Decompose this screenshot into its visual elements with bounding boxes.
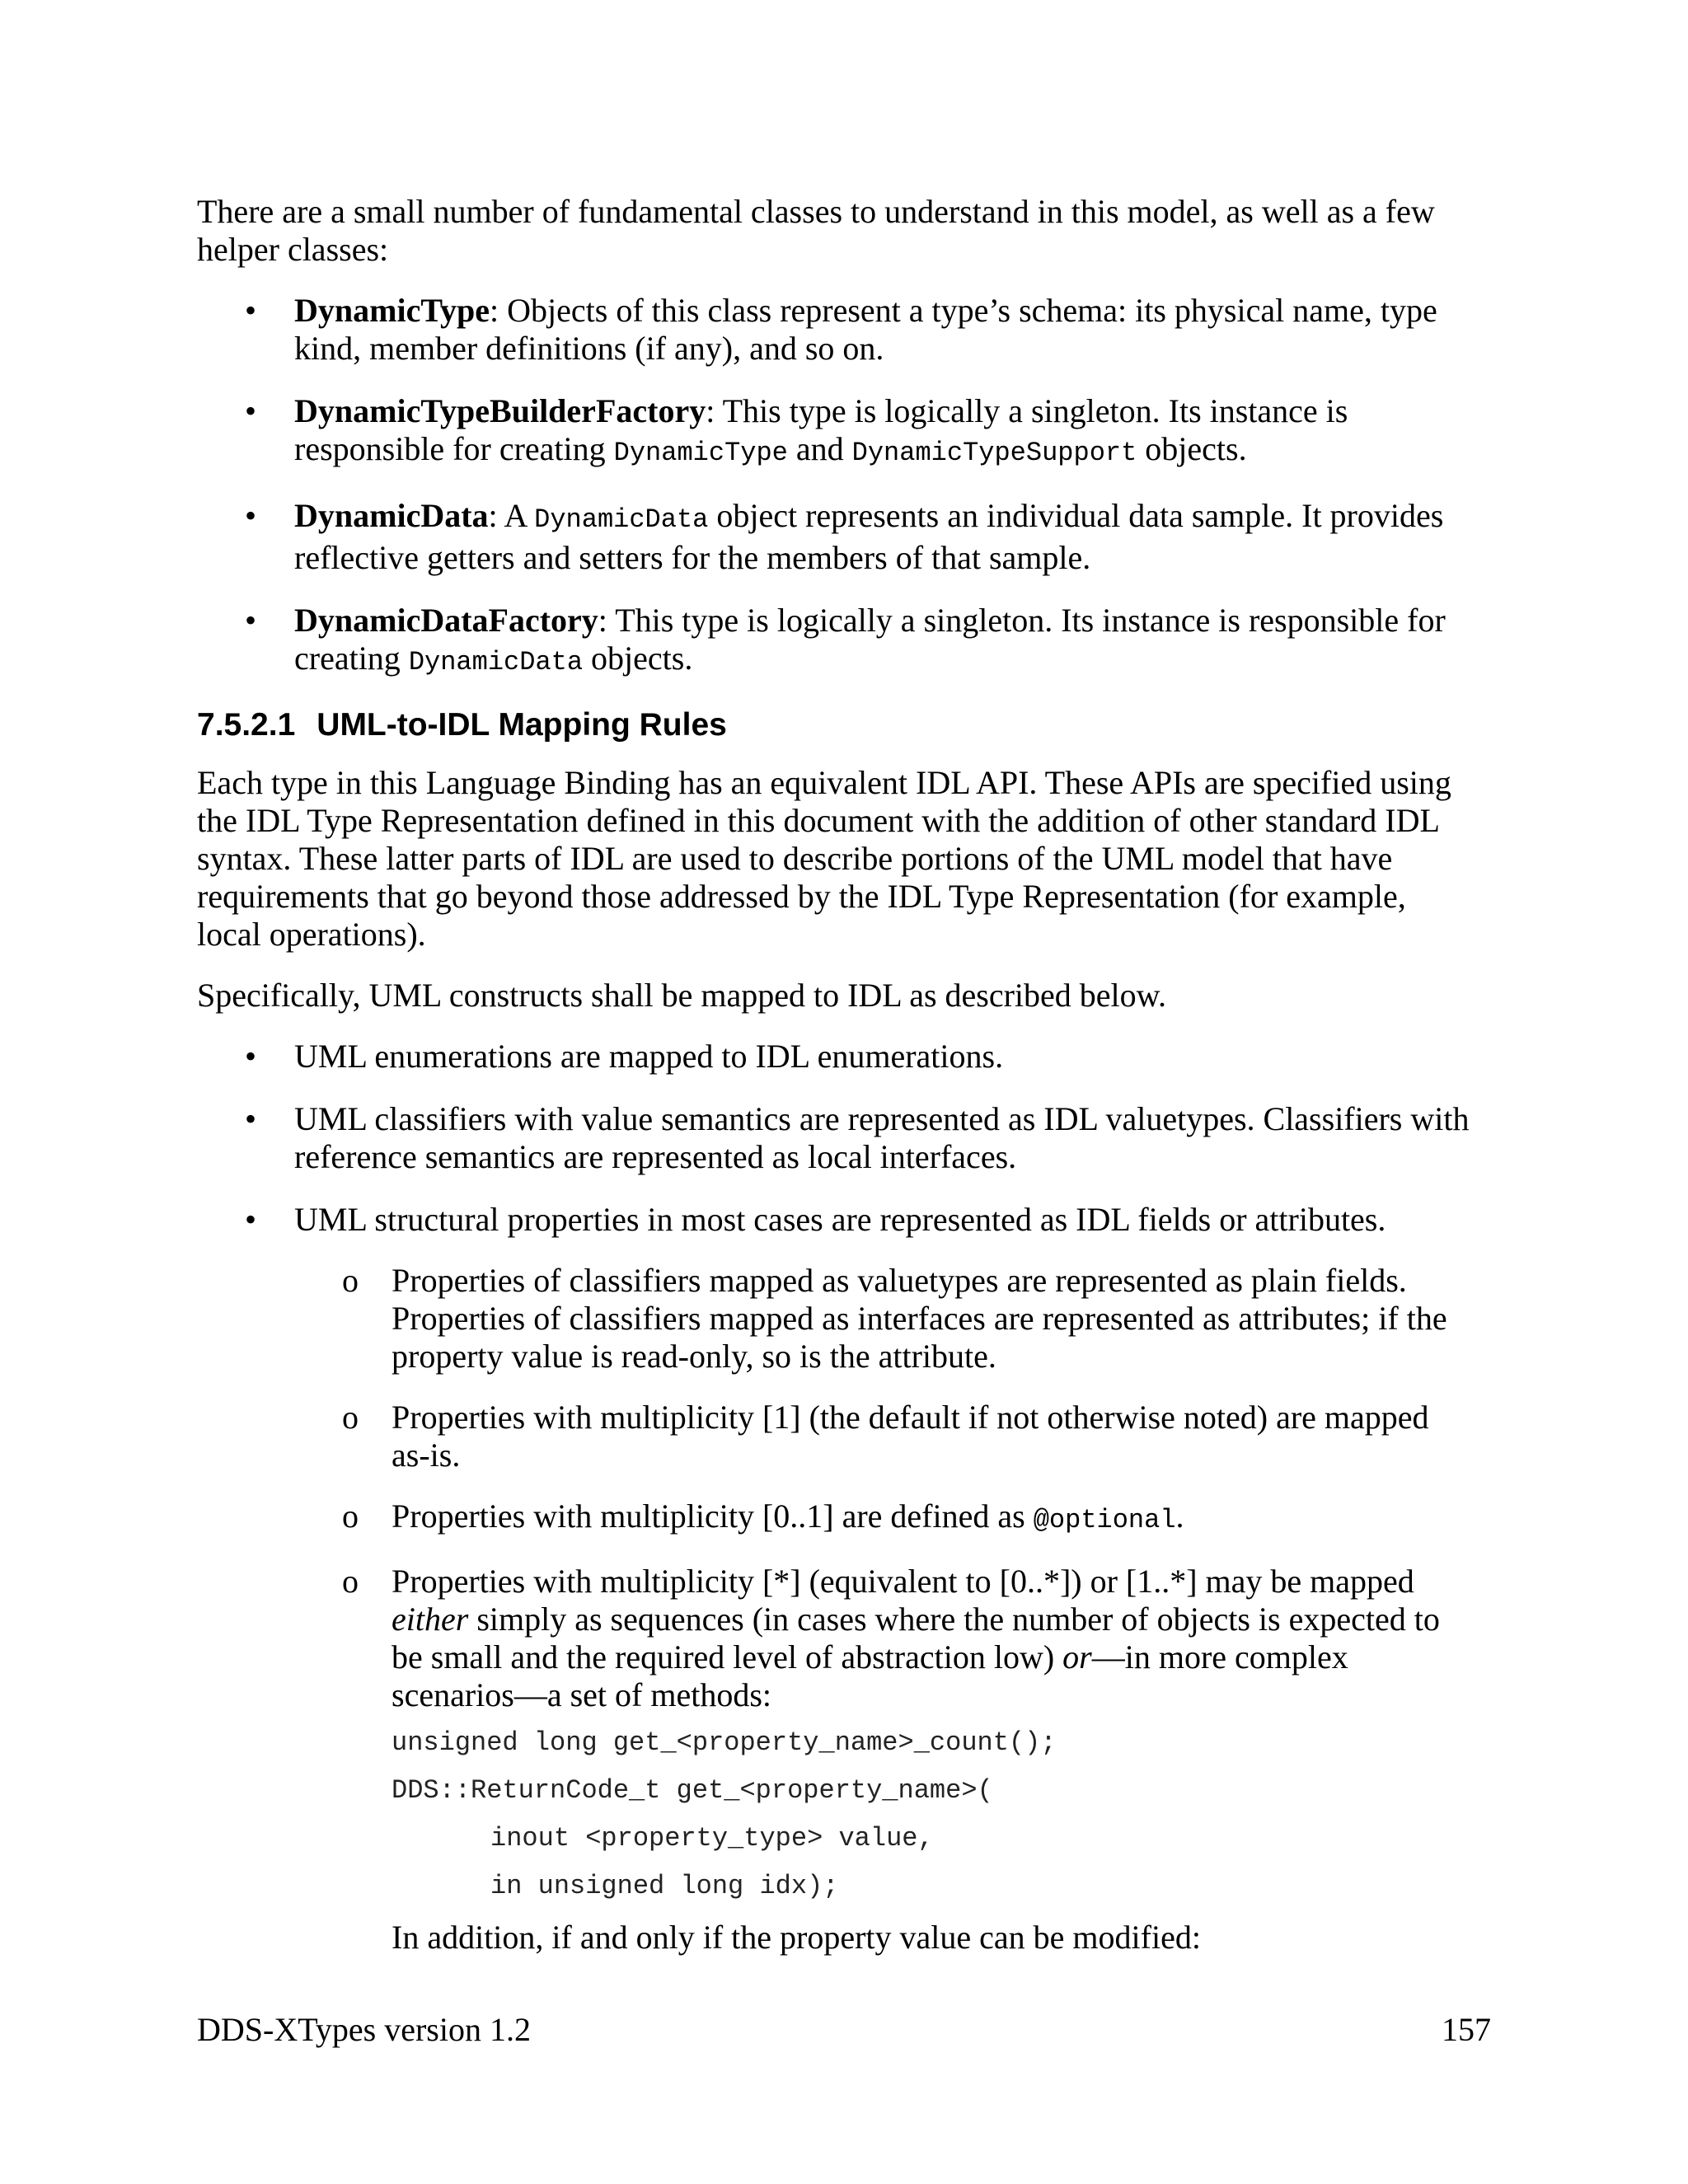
bullet-icon: • xyxy=(245,497,257,534)
rule-text: UML enumerations are mapped to IDL enumerations. xyxy=(294,1038,1004,1075)
section-number: 7.5.2.1 xyxy=(197,707,296,743)
subrule-text: simply as sequences (in cases where the number of objects is expected to be small and the required level of abstraction low) xyxy=(392,1601,1440,1675)
list-item xyxy=(197,602,1475,682)
rule-text: UML structural properties in most cases are represented as IDL fields or attributes. xyxy=(294,1201,1386,1238)
bullet-icon: • xyxy=(245,602,257,639)
list-item xyxy=(197,1100,1475,1176)
list-item xyxy=(197,1201,1475,1957)
bullet-icon: • xyxy=(245,1201,257,1238)
sub-list-item xyxy=(294,1497,1475,1540)
bullet-icon: • xyxy=(245,392,257,429)
subrule-text: Properties with multiplicity [0..1] are defined as xyxy=(392,1497,1034,1535)
class-list xyxy=(197,292,1475,682)
subrule-text: Properties of classifiers mapped as valuetypes are represented as plain fields. Properties of classifiers mapped as interfaces are represented as attributes; if the property value is read-only, so is the attribute. xyxy=(392,1262,1447,1375)
emphasis: or xyxy=(1062,1638,1092,1675)
paragraph: Each type in this Language Binding has an equivalent IDL API. These APIs are specified using the IDL Type Representation defined in this document with the addition of other standard IDL syntax. These latter parts of IDL are used to describe portions of the UML model that have requirements that go beyond those addressed by the IDL Type Representation (for example, local operations). xyxy=(197,764,1451,953)
paragraph: Specifically, UML constructs shall be mapped to IDL as described below. xyxy=(197,977,1166,1014)
class-name: DynamicTypeBuilderFactory xyxy=(294,392,706,429)
list-item xyxy=(197,497,1475,577)
bullet-icon: • xyxy=(245,1100,257,1137)
subrule-text: Properties with multiplicity [1] (the default if not otherwise noted) are mapped as-is. xyxy=(392,1399,1429,1474)
bullet-icon: • xyxy=(245,1038,257,1075)
emphasis: either xyxy=(392,1601,469,1638)
class-description: and xyxy=(787,430,852,467)
circle-bullet-icon: o xyxy=(342,1399,359,1436)
code-line: in unsigned long idx); xyxy=(490,1871,839,1901)
page-body xyxy=(197,193,1475,1981)
bullet-icon: • xyxy=(245,292,257,329)
subrule-list xyxy=(294,1262,1475,1957)
rules-list xyxy=(197,1038,1475,1957)
class-description: : This type is logically a singleton. Its instance is responsible for creating xyxy=(294,392,1348,467)
class-description: : This type is logically a singleton. Its instance is responsible for creating xyxy=(294,602,1446,677)
circle-bullet-icon: o xyxy=(342,1262,359,1299)
footer-document-title: DDS-XTypes version 1.2 xyxy=(197,2011,531,2048)
subrule-text: —in more complex scenarios—a set of methods: xyxy=(392,1638,1348,1713)
paragraph: In addition, if and only if the property value can be modified: xyxy=(392,1919,1201,1956)
class-name: DynamicType xyxy=(294,292,490,329)
code-term: @optional xyxy=(1033,1505,1176,1535)
code-term: DynamicType xyxy=(613,438,788,468)
section-heading xyxy=(197,706,1475,744)
code-line: inout <property_type> value, xyxy=(490,1823,934,1854)
list-item xyxy=(197,292,1475,368)
subrule-text: Properties with multiplicity [*] (equivalent to [0..*]) or [1..*] may be mapped xyxy=(392,1563,1414,1600)
list-item xyxy=(197,392,1475,472)
class-name: DynamicDataFactory xyxy=(294,602,598,639)
class-description: : A xyxy=(488,497,535,534)
section-title: UML-to-IDL Mapping Rules xyxy=(316,707,727,743)
code-term: DynamicTypeSupport xyxy=(851,438,1137,468)
code-line: unsigned long get_<property_name>_count(); xyxy=(392,1727,1057,1758)
page-footer xyxy=(197,2011,1491,2049)
class-description: objects. xyxy=(583,640,693,677)
intro-paragraph: There are a small number of fundamental classes to understand in this model, as well as a few helper classes: xyxy=(197,193,1435,268)
list-item xyxy=(197,1038,1475,1076)
code-term: DynamicData xyxy=(408,647,584,677)
code-term: DynamicData xyxy=(534,504,709,535)
subrule-text: . xyxy=(1175,1497,1184,1535)
class-description: objects. xyxy=(1137,430,1247,467)
class-description: : Objects of this class represent a type’s schema: its physical name, type kind, member definitions (if any), and so on. xyxy=(294,292,1437,367)
page-number: 157 xyxy=(1442,2011,1491,2048)
rule-text: UML classifiers with value semantics are represented as IDL valuetypes. Classifiers with reference semantics are represented as local interfaces. xyxy=(294,1100,1470,1175)
sub-list-item xyxy=(294,1399,1475,1474)
class-description: object represents an individual data sample. It provides reflective getters and setters for the members of that sample. xyxy=(294,497,1444,576)
class-name: DynamicData xyxy=(294,497,489,534)
sub-list-item xyxy=(294,1563,1475,1957)
circle-bullet-icon: o xyxy=(342,1497,359,1535)
circle-bullet-icon: o xyxy=(342,1563,359,1600)
sub-list-item xyxy=(294,1262,1475,1376)
code-line: DDS::ReturnCode_t get_<property_name>( xyxy=(392,1775,993,1806)
